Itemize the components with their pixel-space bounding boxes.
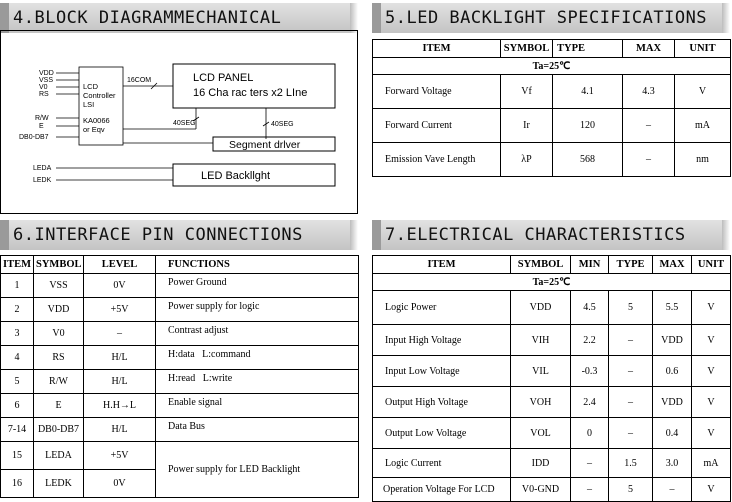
cell-item: Output Low Voltage: [373, 418, 511, 449]
cell-symbol: IDD: [511, 449, 571, 478]
cell-unit: V: [675, 75, 731, 109]
cell-type: –: [609, 387, 653, 418]
cell-unit: V: [692, 356, 731, 387]
cell-type: 568: [553, 143, 623, 177]
cell-item: Forward Current: [373, 109, 501, 143]
cell-min: –: [571, 478, 609, 502]
section-header-interface-pins: 6.INTERFACE PIN CONNECTIONS: [0, 220, 350, 250]
pin-label-ledk: LEDK: [33, 177, 52, 184]
lcd-panel-box: [173, 64, 335, 108]
cell-symbol: E: [34, 394, 84, 418]
cell-item: 15: [1, 442, 34, 470]
header-type: TYPE: [553, 40, 623, 58]
controller-text-1: LCD: [83, 82, 99, 91]
com-label: 16COM: [127, 77, 152, 84]
pin-label-db: DB0-DB7: [19, 134, 49, 141]
cell-item: Logic Current: [373, 449, 511, 478]
table-row: [373, 291, 731, 325]
cell-symbol: VOL: [511, 418, 571, 449]
cell-item: Logic Power: [373, 291, 511, 325]
cell-item: 3: [1, 322, 34, 346]
backlight-header-row: [373, 40, 731, 58]
cell-level: +5V: [84, 298, 156, 322]
cell-item: 16: [1, 470, 34, 498]
cell-level: H/L: [84, 346, 156, 370]
pin-label-v0: V0: [39, 84, 48, 91]
controller-text-2: Controller: [83, 91, 116, 100]
cell-type: 4.1: [553, 75, 623, 109]
cell-type: –: [609, 418, 653, 449]
cell-function: Power supply for LED Backlight: [156, 442, 359, 498]
cell-min: 2.4: [571, 387, 609, 418]
lcd-panel-subtitle: 16 Cha rac ters x2 LIne: [193, 87, 308, 99]
block-diagram: [0, 30, 358, 214]
cell-unit: V: [692, 418, 731, 449]
cell-symbol: Vf: [501, 75, 553, 109]
table-row: [373, 356, 731, 387]
electrical-header-row: [373, 256, 731, 274]
pin-lines: [56, 73, 173, 180]
cell-max: 0.6: [653, 356, 692, 387]
cell-item: 1: [1, 274, 34, 298]
table-row: [1, 346, 359, 370]
table-row: [373, 387, 731, 418]
cell-function: Power supply for logic: [156, 298, 359, 322]
cell-symbol: V0: [34, 322, 84, 346]
cell-item: 5: [1, 370, 34, 394]
cell-item: Input Low Voltage: [373, 356, 511, 387]
cell-symbol: VIH: [511, 325, 571, 356]
cell-function: Enable signal: [156, 394, 359, 418]
cell-unit: mA: [675, 109, 731, 143]
cell-level: H/L: [84, 370, 156, 394]
cell-max: –: [653, 478, 692, 502]
electrical-condition-row: [373, 274, 731, 291]
table-row: [373, 449, 731, 478]
cell-min: 2.2: [571, 325, 609, 356]
table-row: [1, 274, 359, 298]
cell-type: 5: [609, 478, 653, 502]
pin-table: [0, 255, 359, 498]
cell-function: Power Ground: [156, 274, 359, 298]
cell-item: Emission Vave Length: [373, 143, 501, 177]
cell-max: –: [623, 109, 675, 143]
section-header-block-diagram: 4.BLOCK DIAGRAMMECHANICAL: [0, 3, 350, 33]
cell-function: Data Bus: [156, 418, 359, 442]
table-row: [373, 478, 731, 502]
cell-level: –: [84, 322, 156, 346]
table-row: [1, 322, 359, 346]
table-row: [373, 143, 731, 177]
cell-symbol: DB0-DB7: [34, 418, 84, 442]
cell-item: 4: [1, 346, 34, 370]
cell-level: H/L: [84, 418, 156, 442]
cell-level: +5V: [84, 442, 156, 470]
cell-max: 3.0: [653, 449, 692, 478]
cell-item: 6: [1, 394, 34, 418]
table-row: [373, 325, 731, 356]
header-symbol: SYMBOL: [34, 256, 84, 274]
controller-text-5: or Eqv: [83, 125, 105, 134]
section-header-led-backlight: 5.LED BACKLIGHT SPECIFICATIONS: [372, 3, 722, 33]
cell-min: -0.3: [571, 356, 609, 387]
table-row: [1, 394, 359, 418]
cell-unit: nm: [675, 143, 731, 177]
header-functions: FUNCTIONS: [156, 256, 359, 274]
seg1-label: 40SEG: [173, 120, 196, 127]
cell-type: 120: [553, 109, 623, 143]
cell-symbol: VOH: [511, 387, 571, 418]
cell-symbol: LEDA: [34, 442, 84, 470]
cell-function: H:read L:write: [156, 370, 359, 394]
cell-type: 5: [609, 291, 653, 325]
cell-type: –: [609, 325, 653, 356]
cell-symbol: VDD: [34, 298, 84, 322]
backlight-condition: Ta=25℃: [373, 58, 731, 75]
cell-function: Contrast adjust: [156, 322, 359, 346]
pin-label-rs: RS: [39, 91, 49, 98]
header-level: LEVEL: [84, 256, 156, 274]
table-row: [1, 370, 359, 394]
cell-min: 4.5: [571, 291, 609, 325]
cell-unit: V: [692, 387, 731, 418]
cell-function: H:data L:command: [156, 346, 359, 370]
header-unit: UNIT: [692, 256, 731, 274]
cell-symbol: λP: [501, 143, 553, 177]
header-symbol: SYMBOL: [511, 256, 571, 274]
cell-item: 2: [1, 298, 34, 322]
cell-symbol: VSS: [34, 274, 84, 298]
header-item: ITEM: [373, 40, 501, 58]
cell-unit: V: [692, 325, 731, 356]
cell-max: VDD: [653, 325, 692, 356]
pin-header-row: [1, 256, 359, 274]
cell-item: Input High Voltage: [373, 325, 511, 356]
header-item: ITEM: [373, 256, 511, 274]
cell-max: 4.3: [623, 75, 675, 109]
controller-text-4: KA0066: [83, 116, 110, 125]
cell-level: H.H→L: [84, 394, 156, 418]
section-header-electrical: 7.ELECTRICAL CHARACTERISTICS: [372, 220, 722, 250]
cell-item: 7-14: [1, 418, 34, 442]
cell-item: Operation Voltage For LCD: [373, 478, 511, 502]
cell-item: Output High Voltage: [373, 387, 511, 418]
pin-label-leda: LEDA: [33, 165, 52, 172]
backlight-condition-row: [373, 58, 731, 75]
table-row: [1, 418, 359, 442]
table-row: [1, 298, 359, 322]
cell-type: 1.5: [609, 449, 653, 478]
cell-level: 0V: [84, 470, 156, 498]
segment-driver-label: Segment drlver: [229, 139, 301, 151]
cell-item: Forward Voltage: [373, 75, 501, 109]
cell-symbol: RS: [34, 346, 84, 370]
electrical-condition: Ta=25℃: [373, 274, 731, 291]
pin-label-rw: R/W: [35, 115, 49, 122]
header-min: MIN: [571, 256, 609, 274]
cell-symbol: VIL: [511, 356, 571, 387]
table-row: [373, 418, 731, 449]
cell-max: 0.4: [653, 418, 692, 449]
led-backlight-label: LED Backllght: [201, 170, 271, 182]
controller-text-3: LSI: [83, 100, 95, 109]
cell-level: 0V: [84, 274, 156, 298]
cell-max: –: [623, 143, 675, 177]
header-type: TYPE: [609, 256, 653, 274]
cell-unit: mA: [692, 449, 731, 478]
header-unit: UNIT: [675, 40, 731, 58]
cell-symbol: V0-GND: [511, 478, 571, 502]
table-row: [1, 442, 359, 470]
header-symbol: SYMBOL: [501, 40, 553, 58]
cell-symbol: Ir: [501, 109, 553, 143]
cell-min: 0: [571, 418, 609, 449]
cell-max: 5.5: [653, 291, 692, 325]
header-max: MAX: [653, 256, 692, 274]
cell-min: –: [571, 449, 609, 478]
electrical-table: [372, 255, 731, 502]
header-max: MAX: [623, 40, 675, 58]
pin-label-vss: VSS: [39, 77, 54, 84]
pin-label-e: E: [39, 123, 44, 130]
lcd-panel-title: LCD PANEL: [193, 72, 254, 84]
cell-max: VDD: [653, 387, 692, 418]
pin-label-vdd: VDD: [39, 70, 54, 77]
cell-unit: V: [692, 291, 731, 325]
seg2-label: 40SEG: [271, 121, 294, 128]
table-row: [373, 75, 731, 109]
backlight-table: [372, 39, 731, 177]
cell-unit: V: [692, 478, 731, 502]
header-item: ITEM: [1, 256, 34, 274]
block-diagram-svg: [1, 31, 359, 215]
cell-symbol: LEDK: [34, 470, 84, 498]
cell-type: –: [609, 356, 653, 387]
cell-symbol: VDD: [511, 291, 571, 325]
table-row: [373, 109, 731, 143]
cell-symbol: R/W: [34, 370, 84, 394]
